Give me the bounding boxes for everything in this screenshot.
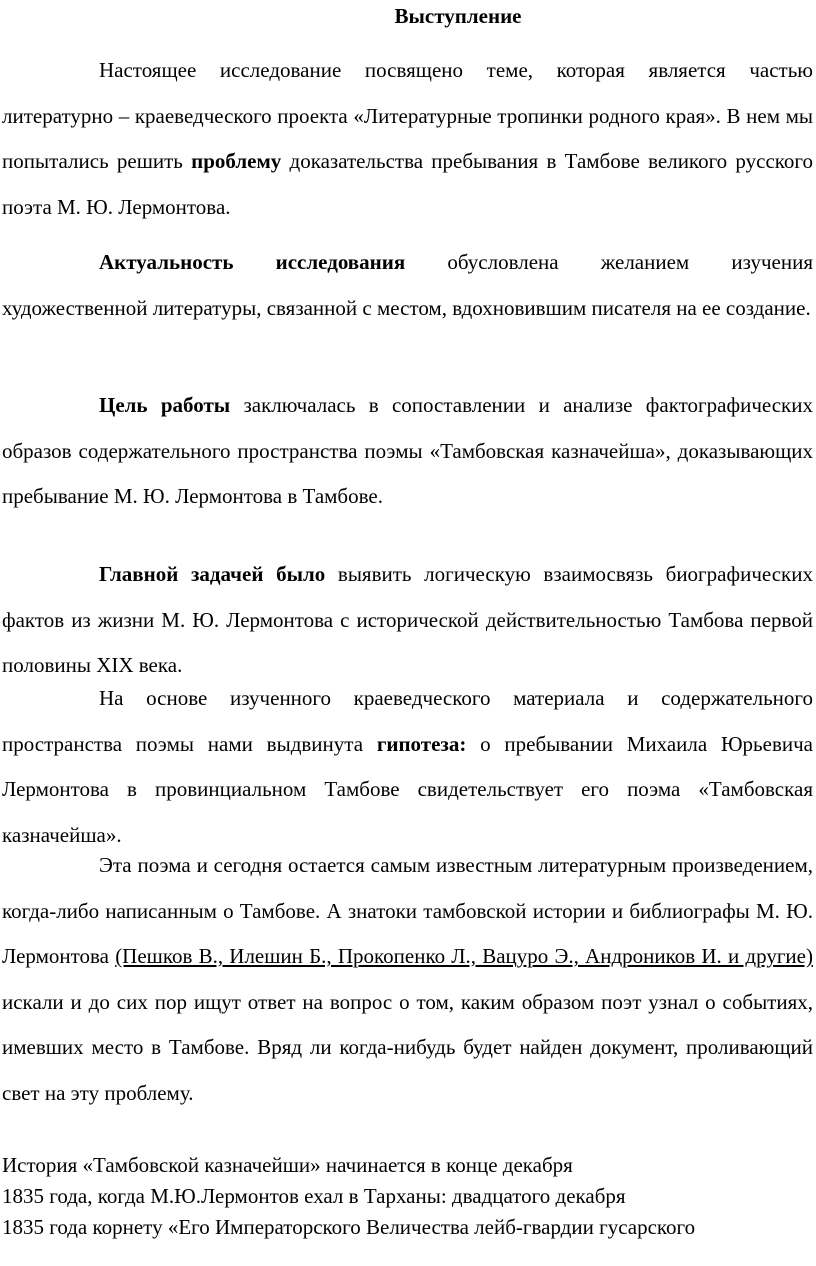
paragraph-problem-text: Настоящее исследование посвящено теме, которая является частью литературно – краеведческого проекта «Литературные тропинки родного края». В нем мы попытались решить xyxy=(2,58,813,173)
keyword-task: Главной задачей было xyxy=(99,562,326,586)
paragraph-hypothesis xyxy=(2,676,813,858)
paragraph-problem-tail: доказательства пребывания в Тамбове великого русского поэта М. Ю. Лермонтова. xyxy=(2,149,813,219)
paragraph-poem xyxy=(2,843,813,1116)
keyword-hypothesis: гипотеза: xyxy=(376,731,467,756)
keyword-problem: проблему xyxy=(191,149,282,173)
history-line: 1835 года, когда М.Ю.Лермонтов ехал в Тарханы: двадцатого декабря xyxy=(2,1184,626,1208)
history-line: 1835 года корнету «Его Императорского Величества лейб-гвардии гусарского xyxy=(2,1215,696,1239)
document-title: Выступление xyxy=(394,4,522,28)
history-line: История «Тамбовской казначейши» начинается в конце декабря xyxy=(2,1153,573,1177)
keyword-relevance: Актуальность исследования xyxy=(99,250,406,274)
researchers-list: (Пешков В., Илешин Б., Прокопенко Л., Вацуро Э., Андроников И. и другие) xyxy=(115,944,813,968)
paragraph-task-tail: выявить логическую взаимосвязь биографических фактов из жизни М. Ю. Лермонтова с исторической действительностью Тамбова первой половины XIX века. xyxy=(2,562,814,677)
paragraph-poem-tail: искали и до сих пор ищут ответ на вопрос о том, каким образом поэт узнал о событиях, имевших место в Тамбове. Вряд ли когда-нибудь будет найден документ, проливающий свет на эту проблему. xyxy=(2,989,813,1105)
paragraph-goal-tail: заключалась в сопоставлении и анализе фактографических образов содержательного пространства поэмы «Тамбовская казначейша», доказывающих пребывание М. Ю. Лермонтова в Тамбове. xyxy=(2,393,813,508)
paragraph-poem-text: Эта поэма и сегодня остается самым известным литературным произведением, когда-либо написанным о Тамбове. А знатоки тамбовской истории и библиографы М. Ю. Лермонтова xyxy=(2,853,813,968)
paragraph-task xyxy=(2,552,813,689)
paragraph-problem xyxy=(2,48,813,230)
paragraph-history xyxy=(2,1150,814,1243)
paragraph-hypothesis-text: На основе изученного краеведческого материала и содержательного пространства поэмы нами выдвинута xyxy=(2,686,813,756)
paragraph-relevance xyxy=(2,240,813,331)
paragraph-relevance-tail: обусловлена желанием изучения художественной литературы, связанной с местом, вдохновившим писателя на ее создание. xyxy=(2,250,813,320)
paragraph-hypothesis-tail: о пребывании Михаила Юрьевича Лермонтова в провинциальном Тамбове свидетельствует его поэма «Тамбовская казначейша». xyxy=(2,731,813,847)
keyword-goal: Цель работы xyxy=(99,393,231,417)
paragraph-goal xyxy=(2,383,813,520)
